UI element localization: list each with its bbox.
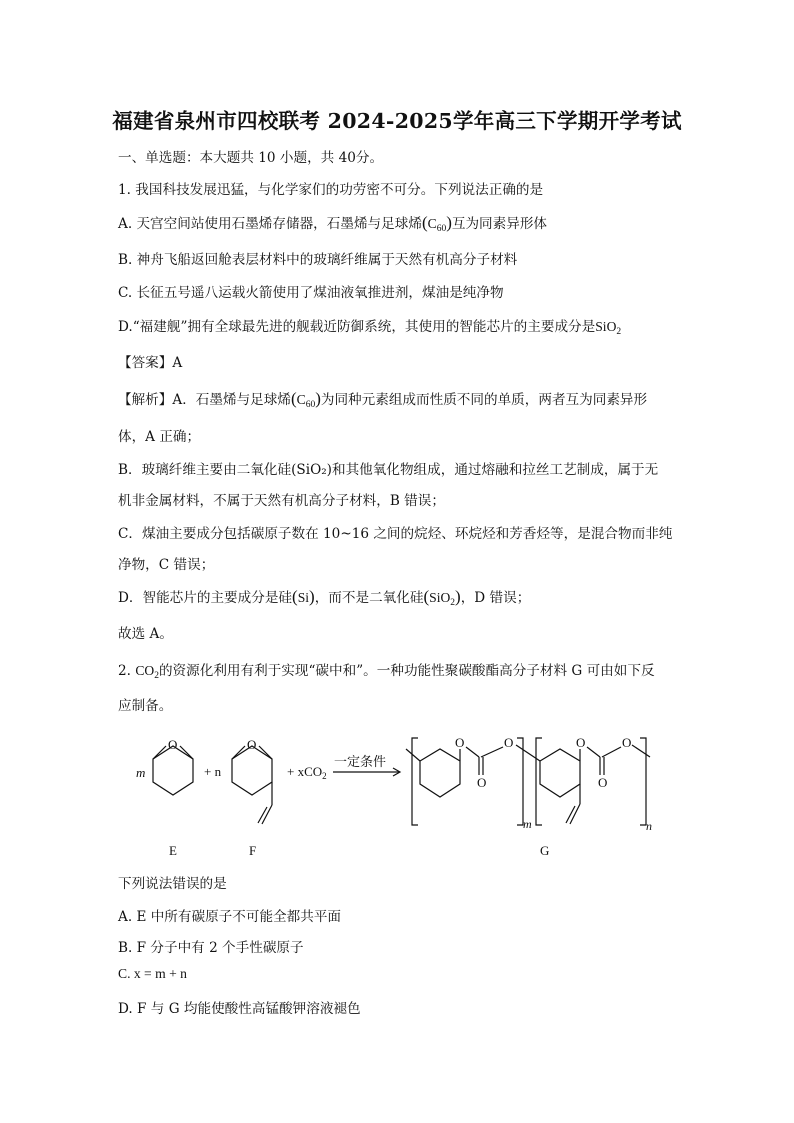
q1-explanation-c: C．煤油主要成分包括碳原子数在 10~16 之间的烷烃、环烷烃和芳香烃等，是混合物而非纯: [118, 526, 673, 542]
open-paren: (: [290, 389, 297, 408]
open-paren: (: [292, 587, 298, 606]
q1-option-a-text: A. 天宫空间站使用石墨烯存储器，石墨烯与足球烯: [118, 216, 422, 232]
q1-option-d: [118, 315, 621, 335]
plus-n: + n: [204, 764, 222, 779]
label-e: E: [169, 843, 177, 858]
subscript-m: m: [523, 817, 532, 831]
oxygen-label: O: [168, 737, 178, 752]
q2-stem-text: 的资源化利用有利于实现“碳中和”。一种功能性聚碳酸酯高分子材料 G 可由如下反: [158, 663, 655, 679]
q1-option-c: C. 长征五号遥八运载火箭使用了煤油液氧推进剂，煤油是纯净物: [118, 285, 504, 301]
oxygen-label: O: [576, 735, 586, 750]
plus-x: + xCO$_2$: [287, 764, 327, 781]
q2-number: 2.: [118, 663, 131, 679]
q2-stem-cont: 应制备。: [118, 698, 173, 714]
close-paren: ): [309, 587, 315, 606]
q1-option-d-text: D.“福建舰”拥有全球最先进的舰载近防御系统，其使用的智能芯片的主要成分是: [118, 319, 596, 335]
formula-c60: $C_{60}$: [427, 216, 447, 234]
page-title: 福建省泉州市四校联考 2024-2025学年高三下学期开学考试: [112, 109, 682, 133]
q1-option-a: [118, 212, 547, 233]
q1-exp-a-text: 【解析】A．石墨烯与足球烯: [118, 392, 291, 408]
q2-option-c: C. x = m + n: [118, 966, 187, 981]
label-g: G: [540, 843, 550, 858]
close-paren: ): [455, 587, 461, 606]
reaction-scheme: [0, 720, 794, 870]
oxygen-label: O: [598, 775, 608, 790]
q1-answer: 【答案】A: [118, 355, 183, 371]
polymer-unit-1: [406, 735, 532, 831]
q1-explanation-a-cont: 体，A 正确；: [118, 429, 201, 445]
q2-prompt: 下列说法错误的是: [118, 876, 227, 892]
oxygen-label: O: [622, 735, 632, 750]
q1-explanation-b-cont: 机非金属材料，不属于天然有机高分子材料，B 错误；: [118, 493, 445, 509]
q1-exp-a-tail: 为同种元素组成而性质不同的单质，两者互为同素异形: [320, 392, 648, 408]
q1-exp-d-mid: ，而不是二氧化硅: [314, 590, 424, 606]
section-heading: 一、单选题：本大题共 10 小题，共 40分。: [118, 150, 384, 166]
close-paren: ): [446, 213, 452, 232]
q1-option-a-tail: 互为同素异形体: [451, 216, 548, 232]
oxygen-label: O: [247, 737, 257, 752]
reaction-condition: 一定条件: [334, 754, 387, 769]
subscript-n: n: [646, 819, 652, 833]
formula-co2: $CO_2$: [135, 663, 159, 681]
open-paren: (: [423, 587, 430, 606]
formula-si: Si: [297, 590, 310, 605]
q1-explanation-d: [118, 586, 530, 607]
formula-c60: $C_{60}$: [296, 392, 316, 410]
molecule-e: [153, 737, 193, 795]
close-paren: ): [315, 389, 321, 408]
q1-conclusion: 故选 A。: [118, 626, 173, 642]
molecule-f: [232, 737, 272, 824]
q2-stem: [118, 659, 655, 679]
oxygen-label: O: [477, 775, 487, 790]
oxygen-label: O: [455, 735, 465, 750]
oxygen-label: O: [504, 735, 514, 750]
reaction-arrow: [333, 754, 400, 776]
q2-option-d: D. F 与 G 均能使酸性高锰酸钾溶液褪色: [118, 1001, 361, 1017]
q1-exp-d-text: D．智能芯片的主要成分是硅: [118, 590, 293, 606]
formula-sio2: SiO$_2$: [595, 319, 622, 337]
q1-exp-d-tail: ，D 错误；: [460, 590, 531, 606]
q2-option-b: B. F 分子中有 2 个手性碳原子: [118, 940, 304, 956]
q1-explanation-c-cont: 净物，C 错误；: [118, 557, 215, 573]
q1-explanation-a: [118, 388, 647, 409]
formula-sio2: SiO$_2$: [429, 590, 456, 608]
q1-stem: 1. 我国科技发展迅猛，与化学家们的功劳密不可分。下列说法正确的是: [118, 182, 544, 198]
q1-option-b: B. 神舟飞船返回舱表层材料中的玻璃纤维属于天然有机高分子材料: [118, 252, 518, 268]
q2-option-a: A. E 中所有碳原子不可能全都共平面: [118, 909, 342, 925]
label-f: F: [249, 843, 257, 858]
polymer-unit-2: [516, 735, 652, 833]
coefficient-m: m: [136, 765, 146, 780]
open-paren: (: [421, 213, 428, 232]
q1-explanation-b: B．玻璃纤维主要由二氧化硅(SiO₂)和其他氧化物组成，通过熔融和拉丝工艺制成，属于无: [118, 462, 659, 478]
